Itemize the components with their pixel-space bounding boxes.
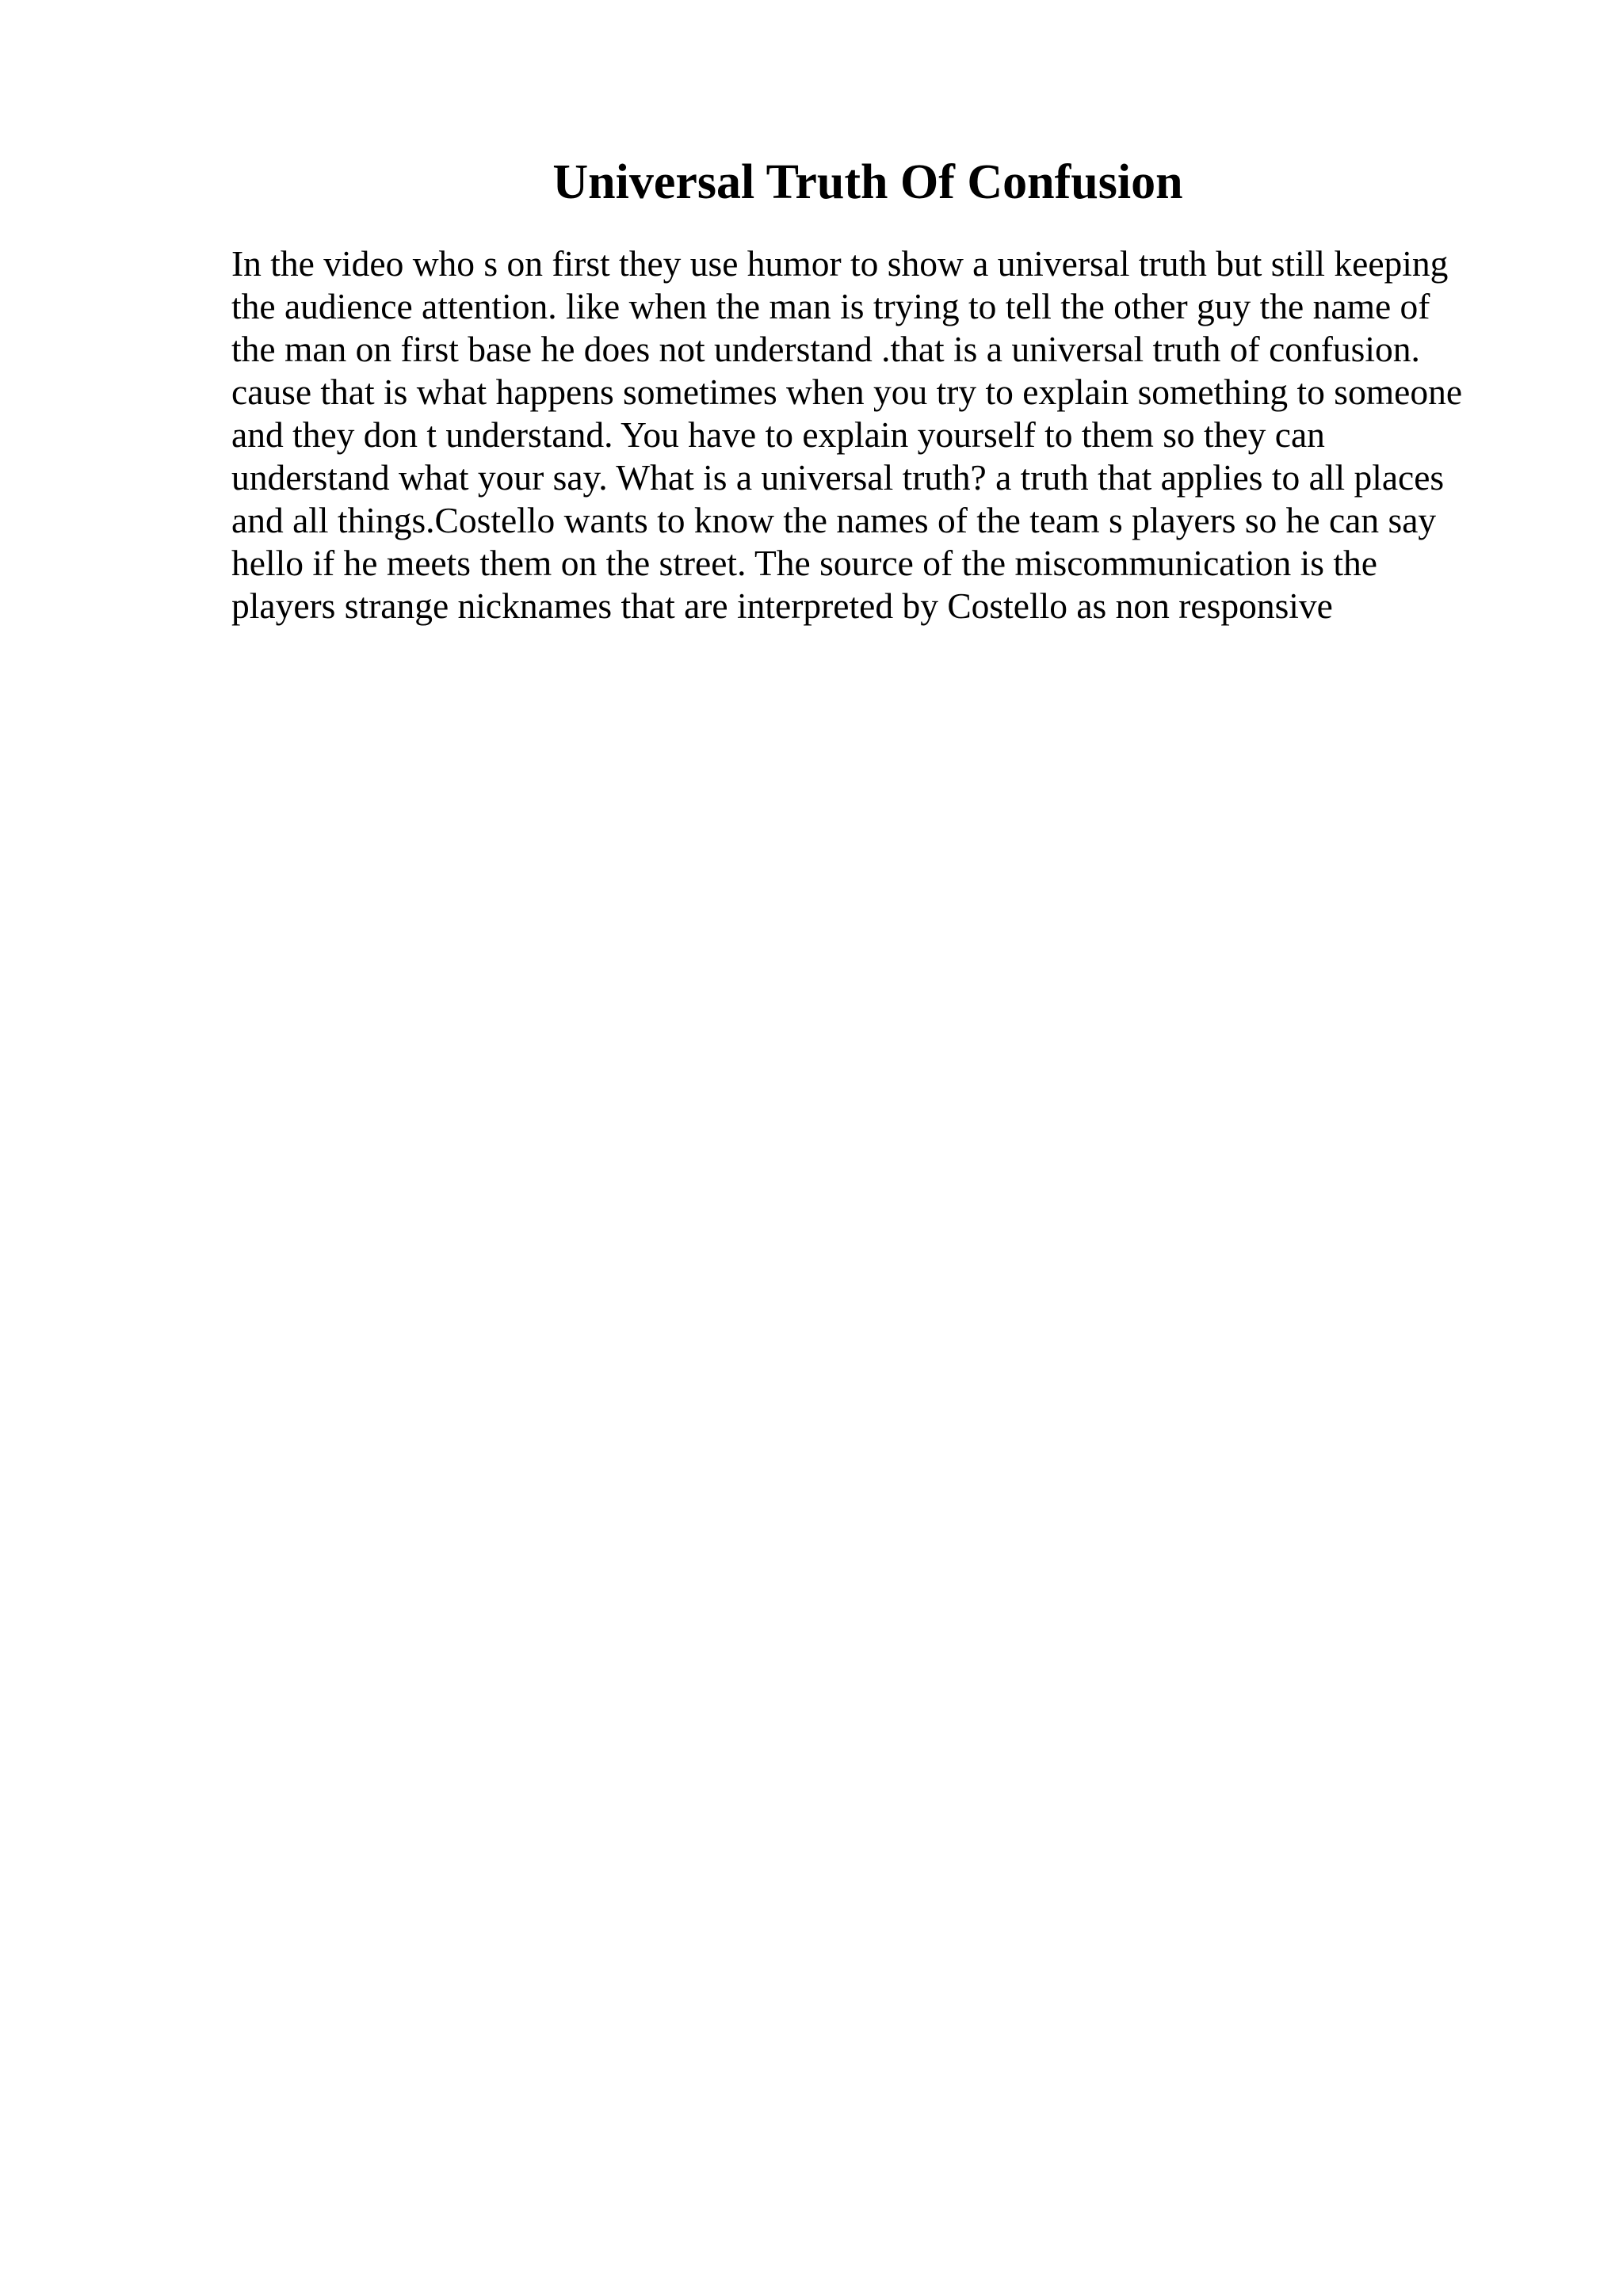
body-line: the man on first base he does not understand .that is a universal truth of confusion.: [231, 329, 1420, 369]
body-line: understand what your say. What is a universal truth? a truth that applies to all places: [231, 457, 1445, 498]
document-body: [231, 242, 1515, 627]
body-line: hello if he meets them on the street. The source of the miscommunication is the: [231, 543, 1377, 583]
document-title: Universal Truth Of Confusion: [552, 155, 1183, 209]
body-line: players strange nicknames that are interpreted by Costello as non responsive: [231, 585, 1333, 626]
body-line: cause that is what happens sometimes when you try to explain something to someone: [231, 372, 1463, 412]
body-line: In the video who s on first they use humor to show a universal truth but still keeping: [231, 243, 1449, 284]
body-line: and all things.Costello wants to know the names of the team s players so he can say: [231, 500, 1437, 540]
body-line: the audience attention. like when the man is trying to tell the other guy the name of: [231, 286, 1430, 326]
body-line: and they don t understand. You have to explain yourself to them so they can: [231, 414, 1325, 455]
